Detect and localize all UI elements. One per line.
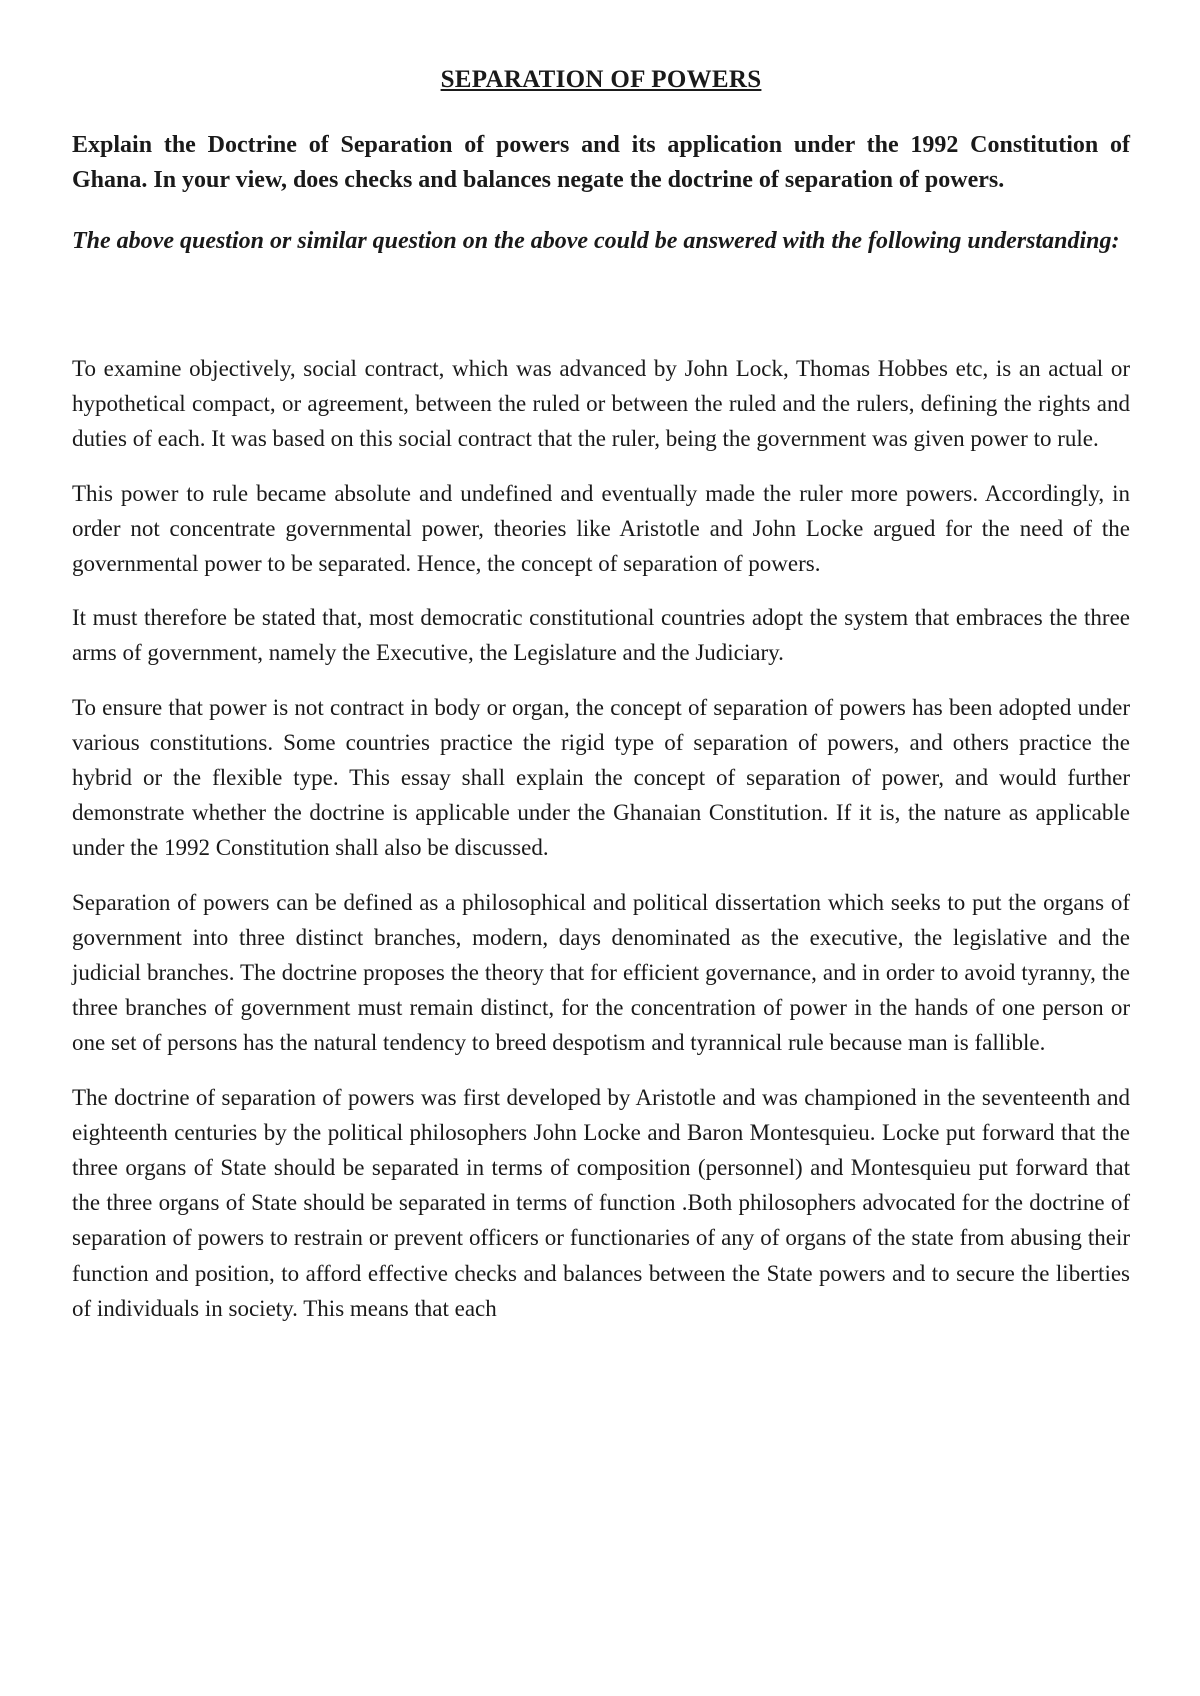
body-paragraph: Separation of powers can be defined as a philosophical and political dissertation which seeks to put the organs of government into three distinct branches, modern, days denominated as the executive, the legislative and the judicial branches. The doctrine proposes the theory that for efficient governance, and in order to avoid tyranny, the three branches of government must remain distinct, for the concentration of power in the hands of one person or one set of persons has the natural tendency to breed despotism and tyrannical rule because man is fallible. (72, 889, 1130, 1056)
answer-lead-in: The above question or similar question on the above could be answered with the following understanding: (72, 228, 1120, 254)
document-title: SEPARATION OF POWERS (440, 66, 762, 93)
body-paragraph: It must therefore be stated that, most democratic constitutional countries adopt the system that embraces the three arms of government, namely the Executive, the Legislature and the Judiciary. (72, 605, 1130, 666)
document-page (72, 66, 1130, 1345)
body-paragraph: This power to rule became absolute and undefined and eventually made the ruler more powers. Accordingly, in order not concentrate governmental power, theories like Aristotle and John Locke argued for the need of the governmental power to be separated. Hence, the concept of separation of powers. (72, 480, 1130, 577)
essay-question: Explain the Doctrine of Separation of powers and its application under the 1992 Constitution of Ghana. In your view, does checks and balances negate the doctrine of separation of powers. (72, 132, 1130, 193)
body-paragraph: The doctrine of separation of powers was first developed by Aristotle and was championed in the seventeenth and eighteenth centuries by the political philosophers John Locke and Baron Montesquieu. Locke put forward that the three organs of State should be separated in terms of composition (personnel) and Montesquieu put forward that the three organs of State should be separated in terms of function .Both philosophers advocated for the doctrine of separation of powers to restrain or prevent officers or functionaries of any of organs of the state from abusing their function and position, to afford effective checks and balances between the State powers and to secure the liberties of individuals in society. This means that each (72, 1084, 1130, 1321)
body-paragraph: To ensure that power is not contract in body or organ, the concept of separation of powers has been adopted under various constitutions. Some countries practice the rigid type of separation of powers, and others practice the hybrid or the flexible type. This essay shall explain the concept of separation of power, and would further demonstrate whether the doctrine is applicable under the Ghanaian Constitution. If it is, the nature as applicable under the 1992 Constitution shall also be discussed. (72, 694, 1130, 861)
body-paragraph: To examine objectively, social contract, which was advanced by John Lock, Thomas Hobbes etc, is an actual or hypothetical compact, or agreement, between the ruled or between the ruled and the rulers, defining the rights and duties of each. It was based on this social contract that the ruler, being the government was given power to rule. (72, 356, 1130, 452)
